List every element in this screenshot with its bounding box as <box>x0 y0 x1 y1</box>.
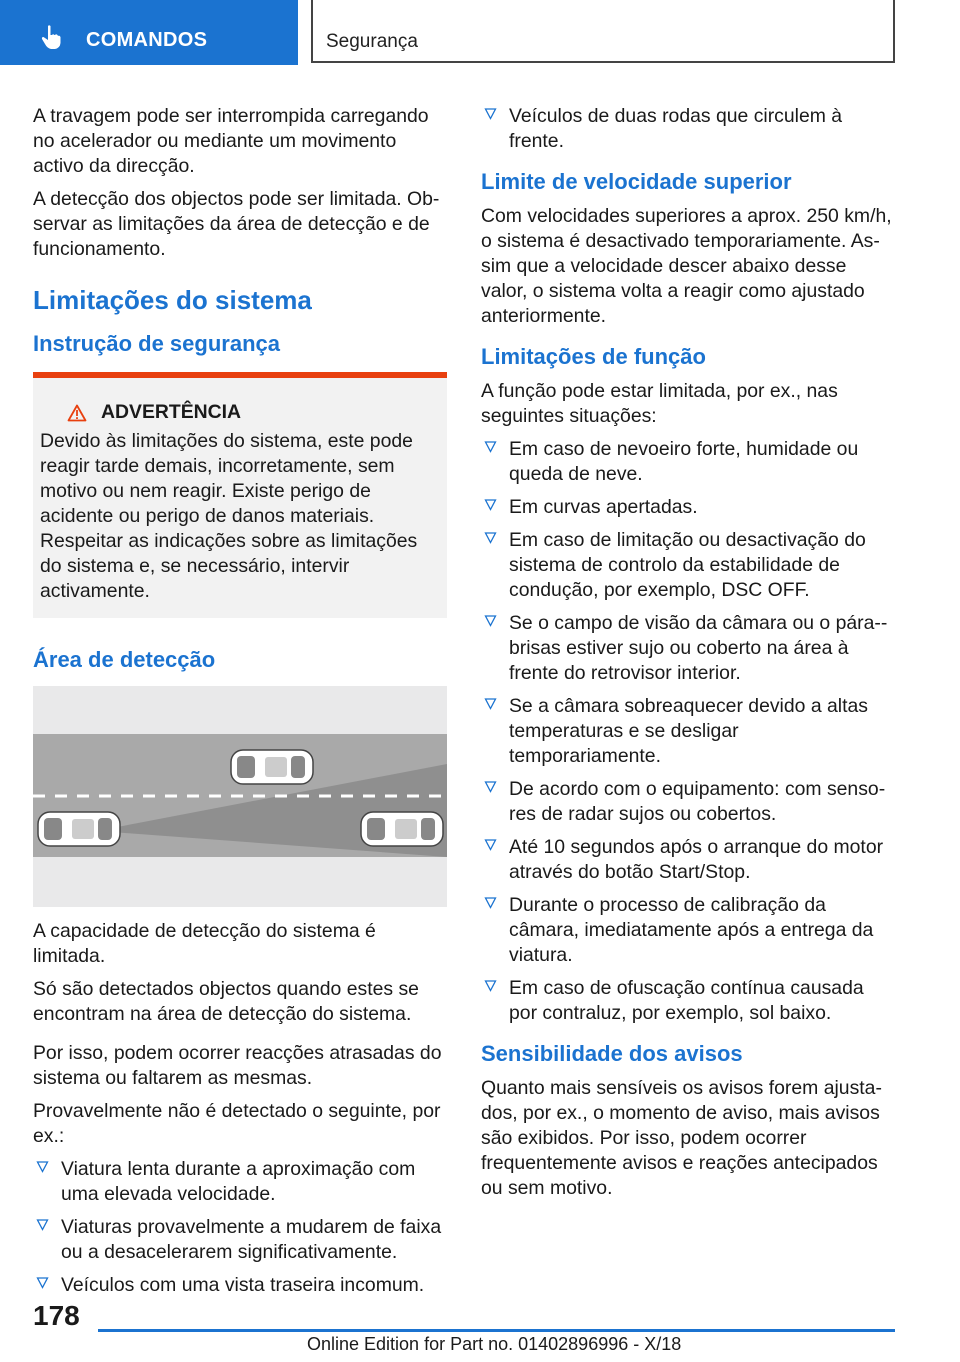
list-item <box>481 495 895 520</box>
bullet-triangle-icon <box>484 697 497 710</box>
heading-function-limitations: Limitações de função <box>481 344 706 369</box>
list-item-text: Viatura lenta durante a aproximação com uma elevada velocidade. <box>61 1158 416 1205</box>
paragraph: Provavelmente não é detectado o seguinte, por ex.: <box>33 1100 441 1147</box>
car-ego <box>38 812 120 846</box>
list-item-text: Viaturas provavelmente a mudarem de faixa ou a desacelerarem significativamente. <box>61 1216 442 1263</box>
bullet-triangle-icon <box>484 896 497 909</box>
warning-box <box>33 372 447 618</box>
paragraph: Só são detectados objectos quando estes se encontram na área de detecção do sistema. <box>33 978 419 1025</box>
list-item <box>481 777 895 827</box>
bullet-triangle-icon <box>484 107 497 120</box>
chapter-tab[interactable] <box>0 0 298 65</box>
bullet-triangle-icon <box>36 1218 49 1231</box>
list-item-text: Em curvas apertadas. <box>509 496 698 518</box>
left-column <box>33 104 447 1306</box>
warning-text: Devido às limitações do sistema, este pode reagir tarde demais, incorretamente, sem motivo ou nem reagir. Existe perigo de acidente ou perigo de danos materiais. Respeitar as indicações sobre as limitações do sistema e, se necessário, intervir activamente. <box>40 430 418 602</box>
list-item <box>481 104 895 154</box>
list-item <box>481 694 895 769</box>
bullet-triangle-icon <box>484 498 497 511</box>
hand-pointer-icon <box>40 24 64 50</box>
list-item <box>481 835 895 885</box>
list-item <box>481 976 895 1026</box>
list-item <box>33 1273 447 1298</box>
bullet-list <box>481 104 895 154</box>
list-item-text: Em caso de nevoeiro forte, humidade ou queda de neve. <box>509 438 859 485</box>
paragraph: A travagem pode ser interrompida carregando no acelerador ou mediante um movimento activo da direcção. <box>33 105 429 177</box>
list-item-text: Veículos com uma vista traseira incomum. <box>61 1274 425 1296</box>
heading-upper-speed-limit: Limite de velocidade superior <box>481 169 792 194</box>
paragraph: Com velocidades superiores a aprox. 250 km/h, o sistema é desactivado temporariamente. Assim que a velocidade descer abaixo desse valor, o sistema volta a reagir como ajustado anteriormente. <box>481 205 892 327</box>
paragraph: Quanto mais sensíveis os avisos forem ajustados, por ex., o momento de aviso, mais avisos são exibidos. Por isso, podem ocorrer frequentemente avisos e reações antecipados ou sem motivo. <box>481 1077 882 1199</box>
list-item-text: Durante o processo de calibração da câmara, imediatamente após a entrega da viatura. <box>509 894 874 966</box>
paragraph: A detecção dos objectos pode ser limitada. Observar as limitações da área de detecção e de funcionamento. <box>33 188 440 260</box>
bullet-triangle-icon <box>484 440 497 453</box>
section-title: Segurança <box>326 31 418 52</box>
section-header <box>311 0 895 63</box>
car-ahead <box>361 812 443 846</box>
list-item <box>33 1215 447 1265</box>
bullet-triangle-icon <box>484 780 497 793</box>
bullet-triangle-icon <box>36 1160 49 1173</box>
bullet-triangle-icon <box>484 614 497 627</box>
bullet-list <box>481 437 895 1026</box>
warning-label: ADVERTÊNCIA <box>101 401 242 423</box>
bullet-triangle-icon <box>36 1276 49 1289</box>
heading-system-limitations: Limitações do sistema <box>33 285 312 315</box>
list-item-text: Veículos de duas rodas que circulem à frente. <box>509 105 843 152</box>
heading-warning-sensitivity: Sensibilidade dos avisos <box>481 1041 743 1066</box>
bullet-triangle-icon <box>484 531 497 544</box>
list-item <box>481 611 895 686</box>
heading-detection-area: Área de detecção <box>33 647 216 672</box>
list-item <box>33 1157 447 1207</box>
list-item-text: Até 10 segundos após o arranque do motor através do botão Start/Stop. <box>509 836 884 883</box>
chapter-tab-label: COMANDOS <box>86 29 208 51</box>
right-column <box>481 104 895 1209</box>
list-item <box>481 437 895 487</box>
bullet-list <box>33 1157 447 1298</box>
warning-title <box>40 400 440 425</box>
list-item <box>481 893 895 968</box>
list-item-text: Se o campo de visão da câmara ou o pára-brisas estiver sujo ou coberto na área à frente do retrovisor interior. <box>509 612 888 684</box>
paragraph: Por isso, podem ocorrer reacções atrasadas do sistema ou faltarem as mesmas. <box>33 1042 442 1089</box>
page-number: 178 <box>33 1300 80 1331</box>
bullet-triangle-icon <box>484 838 497 851</box>
car-front <box>231 750 313 784</box>
paragraph: A função pode estar limitada, por ex., nas seguintes situações: <box>481 380 838 427</box>
list-item-text: De acordo com o equipamento: com sensores de radar sujos ou cobertos. <box>509 778 886 825</box>
detection-area-illustration <box>33 686 447 907</box>
paragraph: A capacidade de detecção do sistema é limitada. <box>33 920 376 967</box>
list-item-text: Em caso de limitação ou desactivação do sistema de controlo da estabilidade de condução, por exemplo, DSC OFF. <box>509 529 866 601</box>
list-item <box>481 528 895 603</box>
warning-triangle-icon <box>67 404 87 422</box>
footer-divider <box>98 1329 895 1332</box>
edition-note: Online Edition for Part no. 01402896996 - X/18 <box>307 1334 682 1354</box>
heading-safety-instruction: Instrução de segurança <box>33 331 280 356</box>
list-item-text: Em caso de ofuscação contínua causada por contraluz, por exemplo, sol baixo. <box>509 977 864 1024</box>
list-item-text: Se a câmara sobreaquecer devido a altas temperaturas e se desligar temporariamente. <box>509 695 868 767</box>
bullet-triangle-icon <box>484 979 497 992</box>
